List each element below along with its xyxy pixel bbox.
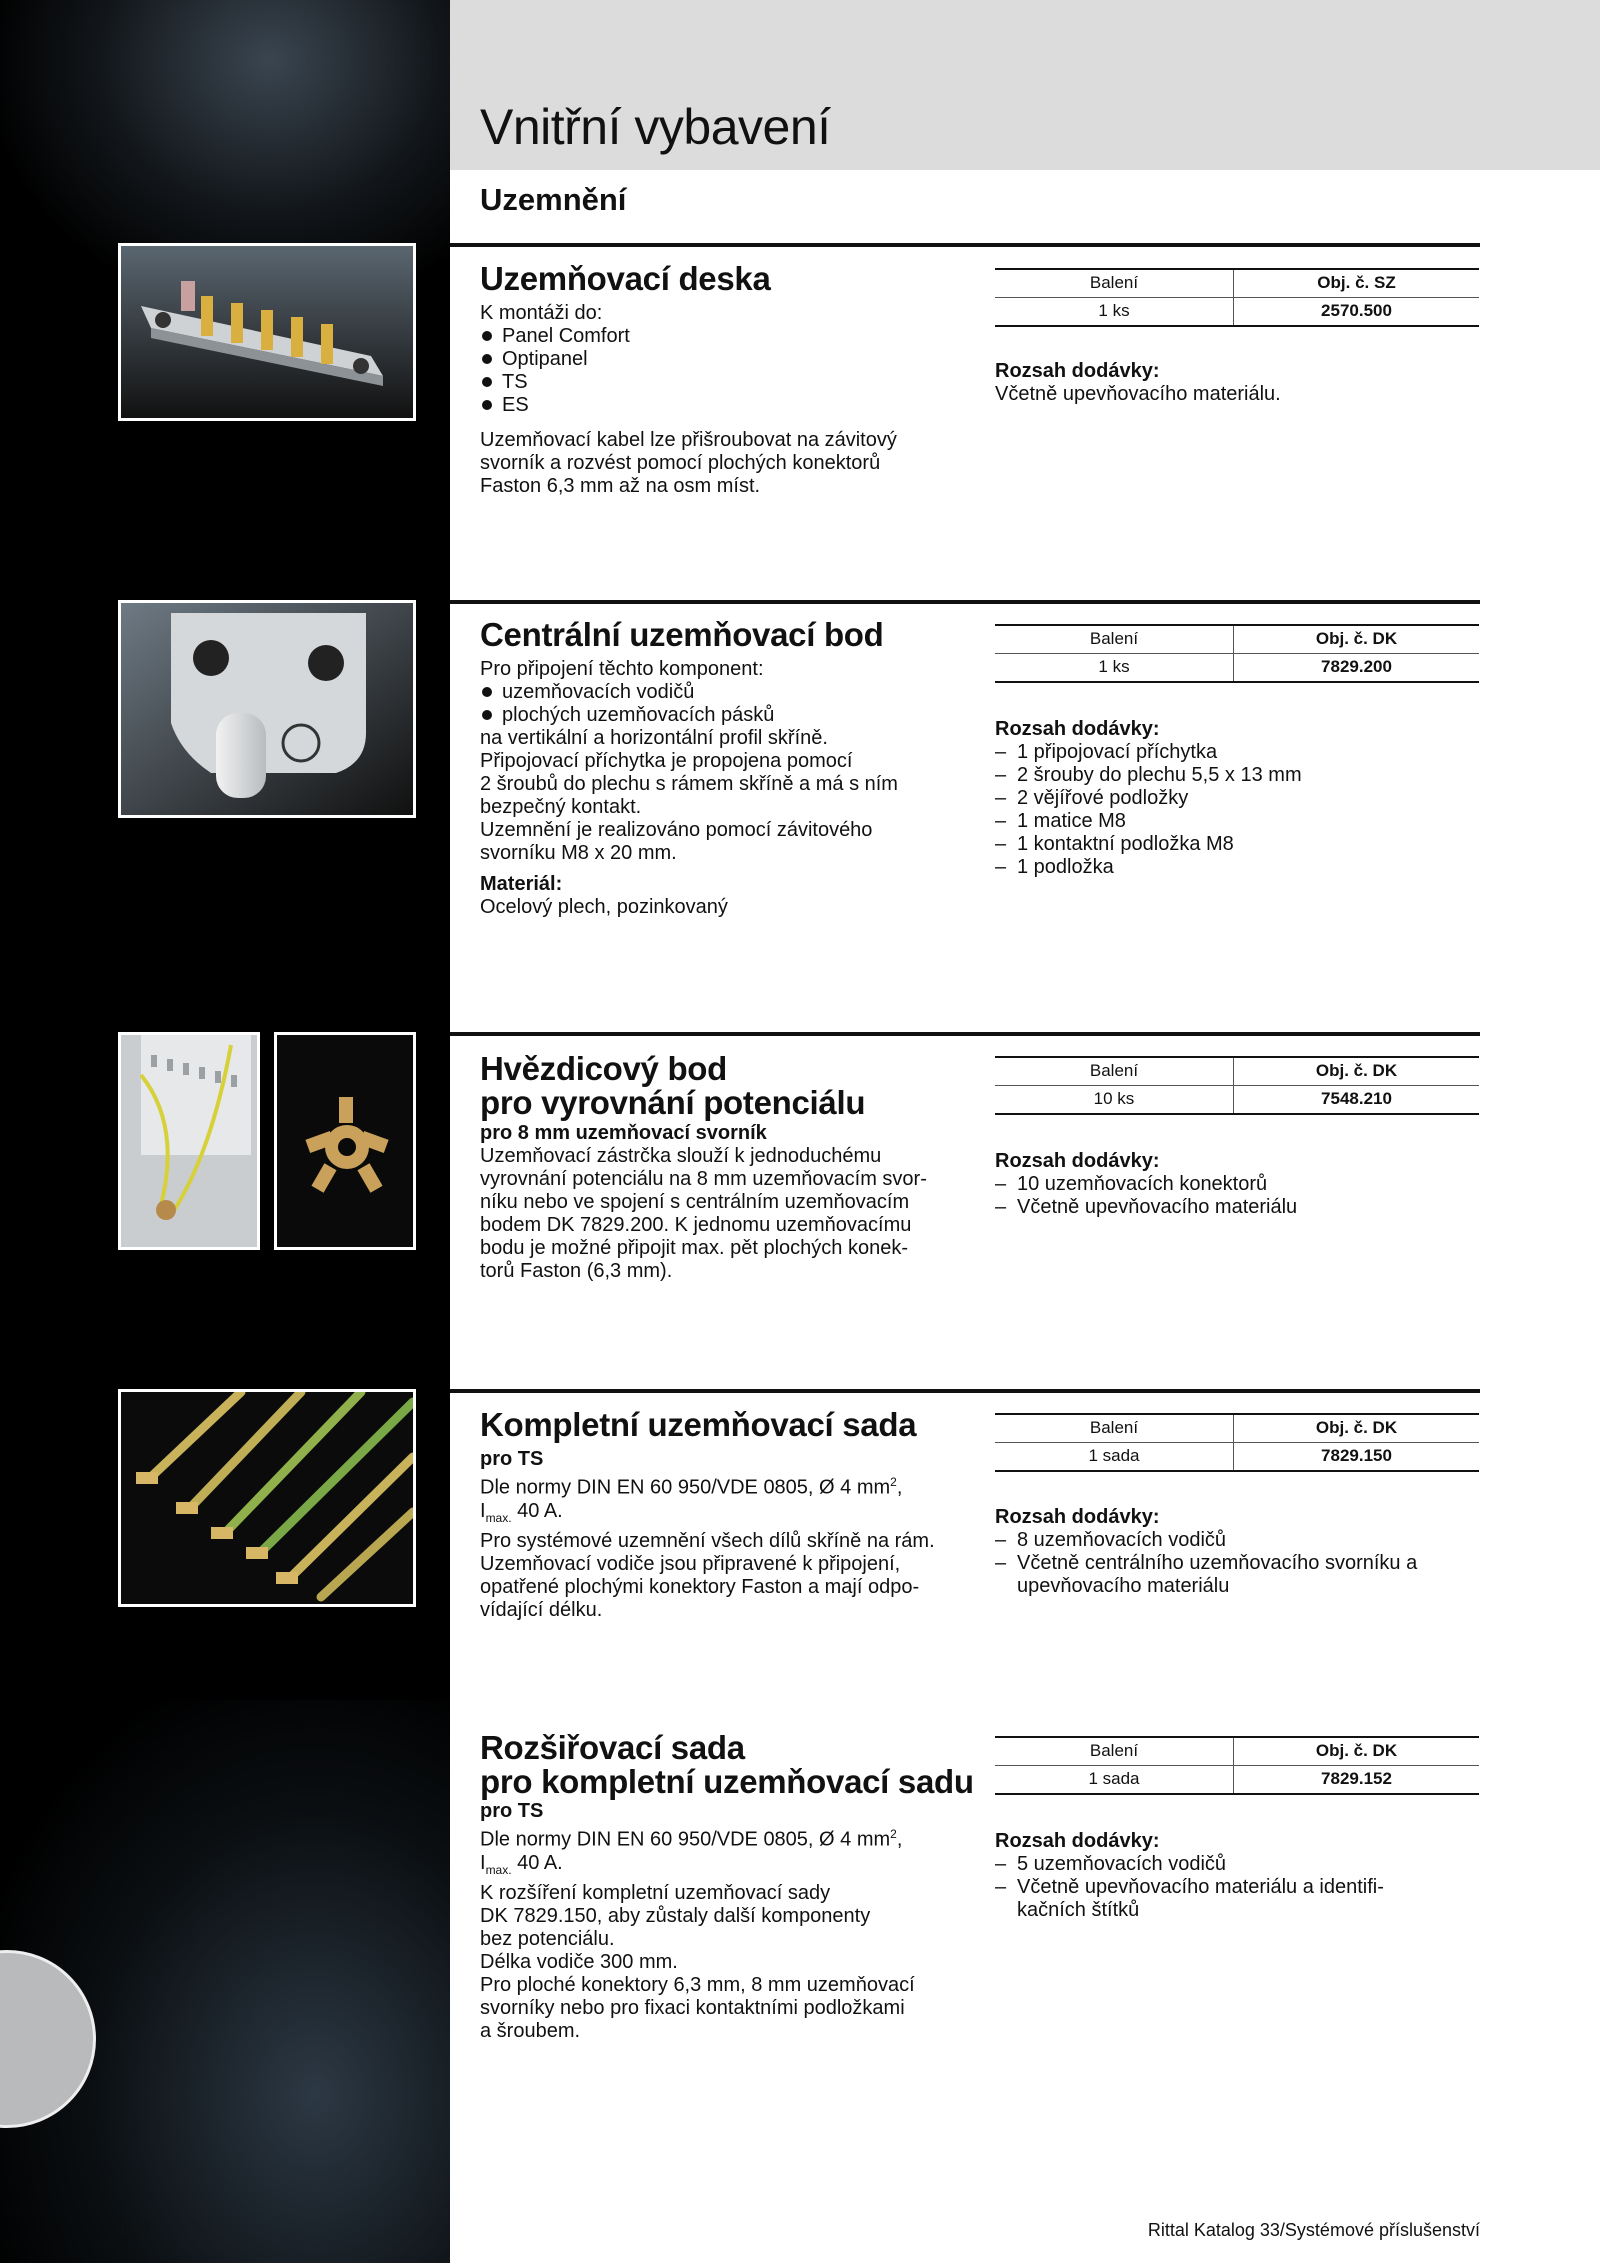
bullet-item: Optipanel: [480, 348, 960, 371]
norm-superscript: 2: [890, 1827, 897, 1841]
delivery-scope-item: Včetně upevňovacího materiálu.: [995, 383, 1281, 405]
grounding-plate-photo: [118, 243, 416, 421]
col-header-order-number: Obj. č. SZ: [1234, 269, 1480, 298]
intro-text: K montáži do:: [480, 302, 603, 324]
product-title-line: Uzemňovací deska: [480, 260, 771, 297]
bullet-item: ES: [480, 394, 960, 417]
norm-superscript: 2: [890, 1475, 897, 1489]
col-header-order-number: Obj. č. DK: [1234, 1414, 1480, 1443]
order-table-star-point: [995, 1056, 1479, 1115]
current-line: [480, 1500, 960, 1530]
current-subscript: max.: [485, 1862, 512, 1877]
packaging-value: 1 ks: [995, 654, 1234, 683]
packaging-value: 1 ks: [995, 298, 1234, 327]
delivery-scope-item: – 1 připojovací příchytka: [995, 741, 1485, 764]
delivery-scope-complete-grounding-set: [995, 1506, 1465, 1598]
current-symbol: I: [480, 1499, 486, 1522]
product-subtitle: pro TS: [480, 1448, 544, 1470]
product-title-line: Hvězdicový bod: [480, 1050, 728, 1087]
delivery-scope-item: – 1 matice M8: [995, 810, 1485, 833]
norm-text: Dle normy DIN EN 60 950/VDE 0805, Ø 4 mm: [480, 1476, 891, 1499]
body-line: Uzemňovací zástrčka slouží k jednoduchému: [480, 1145, 882, 1167]
delivery-scope-item: – 10 uzemňovacích konektorů: [995, 1173, 1485, 1196]
delivery-scope-item: – Včetně upevňovacího materiálu: [995, 1196, 1485, 1219]
norm-comma: ,: [896, 1828, 903, 1851]
body-line: Připojovací příchytka je propojena pomocí: [480, 750, 853, 772]
product-description-extension-set: [480, 1800, 960, 2043]
product-subtitle: pro TS: [480, 1800, 544, 1822]
delivery-scope-label: Rozsah dodávky:: [995, 1150, 1160, 1172]
delivery-scope-item: – 2 vějířové podložky: [995, 787, 1485, 810]
delivery-scope-label: Rozsah dodávky:: [995, 360, 1160, 382]
body-line: svorníku M8 x 20 mm.: [480, 842, 677, 864]
body-line: Uzemňovací kabel lze přišroubovat na závitový: [480, 429, 897, 451]
bullet-item: Panel Comfort: [480, 325, 960, 348]
body-line: svorníky nebo pro fixaci kontaktními podložkami: [480, 1996, 905, 2019]
complete-grounding-set-photo: [118, 1389, 416, 1607]
order-number-value: 2570.500: [1234, 298, 1480, 327]
delivery-scope-grounding-plate: [995, 360, 1485, 406]
body-line: Délka vodiče 300 mm.: [480, 1950, 678, 1973]
body-line: vyrovnání potenciálu na 8 mm uzemňovacím svor-: [480, 1168, 927, 1190]
body-line: Uzemňovací vodiče jsou připravené k připojení,: [480, 1552, 901, 1575]
order-table-extension-set: [995, 1736, 1479, 1795]
body-line: Uzemnění je realizováno pomocí závitového: [480, 819, 873, 841]
current-value: 40 A.: [511, 1851, 563, 1874]
delivery-scope-item: – 2 šrouby do plechu 5,5 x 13 mm: [995, 764, 1485, 787]
section-rule-1: [450, 243, 1480, 247]
norm-comma: ,: [896, 1476, 903, 1499]
col-header-order-number: Obj. č. DK: [1234, 1737, 1480, 1766]
body-line: bezpečný kontakt.: [480, 796, 642, 818]
order-table-grounding-plate: [995, 268, 1479, 327]
body-line: Pro systémové uzemnění všech dílů skříně na rám.: [480, 1529, 935, 1552]
delivery-scope-star-point: [995, 1150, 1485, 1219]
section-rule-4: [450, 1389, 1480, 1393]
catalog-footer: Rittal Katalog 33/Systémové příslušenství: [1147, 2220, 1480, 2240]
delivery-scope-extension-set: [995, 1830, 1445, 1922]
intro-text: Pro připojení těchto komponent:: [480, 658, 764, 680]
packaging-value: 1 sada: [995, 1443, 1234, 1472]
section-rule-3: [450, 1032, 1480, 1036]
central-grounding-point-photo: [118, 600, 416, 818]
product-title-grounding-plate: [480, 262, 771, 296]
current-subscript: max.: [485, 1510, 512, 1525]
col-header-packaging: Balení: [995, 1737, 1234, 1766]
material-value: Ocelový plech, pozinkovaný: [480, 896, 728, 918]
delivery-scope-item: – 1 podložka: [995, 856, 1485, 879]
body-line: vídající délku.: [480, 1598, 603, 1621]
col-header-packaging: Balení: [995, 269, 1234, 298]
page-number: 690: [120, 2220, 151, 2240]
delivery-scope-central-grounding-point: [995, 718, 1485, 879]
delivery-scope-item: – Včetně upevňovacího materiálu a identifi- kačních štítků: [995, 1876, 1445, 1922]
delivery-scope-label: Rozsah dodávky:: [995, 1830, 1160, 1852]
current-line: [480, 1852, 960, 1882]
body-line: na vertikální a horizontální profil skříně.: [480, 727, 828, 749]
body-line: bodu je možné připojit max. pět plochých konek-: [480, 1237, 909, 1259]
col-header-order-number: Obj. č. DK: [1234, 1057, 1480, 1086]
page-title: Vnitřní vybavení: [480, 99, 831, 155]
delivery-scope-label: Rozsah dodávky:: [995, 718, 1160, 740]
body-line: bez potenciálu.: [480, 1927, 615, 1950]
product-title-line: Rozšiřovací sada: [480, 1729, 745, 1766]
order-number-value: 7829.150: [1234, 1443, 1480, 1472]
current-value: 40 A.: [511, 1499, 563, 1522]
product-title-complete-grounding-set: [480, 1408, 916, 1442]
col-header-order-number: Obj. č. DK: [1234, 625, 1480, 654]
packaging-value: 1 sada: [995, 1766, 1234, 1795]
col-header-packaging: Balení: [995, 1414, 1234, 1443]
body-line: bodem DK 7829.200. K jednomu uzemňovacímu: [480, 1214, 912, 1236]
material-label: Materiál:: [480, 873, 563, 895]
section-rule-2: [450, 600, 1480, 604]
order-number-value: 7829.152: [1234, 1766, 1480, 1795]
star-point-photo: [274, 1032, 416, 1250]
product-title-line: pro vyrovnání potenciálu: [480, 1084, 866, 1121]
product-title-line: pro kompletní uzemňovací sadu: [480, 1763, 974, 1800]
star-point-installed-photo: [118, 1032, 260, 1250]
body-line: K rozšíření kompletní uzemňovací sady: [480, 1881, 831, 1904]
bullet-item: TS: [480, 371, 960, 394]
delivery-scope-item: – 1 kontaktní podložka M8: [995, 833, 1485, 856]
delivery-scope-item: – 8 uzemňovacích vodičů: [995, 1529, 1465, 1552]
body-line: svorník a rozvést pomocí plochých konektorů: [480, 452, 881, 474]
product-title-star-point: [480, 1052, 865, 1120]
delivery-scope-item: – Včetně centrálního uzemňovacího svorníku a upevňovacího materiálu: [995, 1552, 1465, 1598]
norm-line: [480, 1471, 960, 1500]
product-title-line: Kompletní uzemňovací sada: [480, 1406, 917, 1443]
current-symbol: I: [480, 1851, 486, 1874]
body-line: DK 7829.150, aby zůstaly další komponenty: [480, 1904, 871, 1927]
bullet-item: uzemňovacích vodičů: [480, 681, 960, 704]
order-number-value: 7829.200: [1234, 654, 1480, 683]
product-subtitle: pro 8 mm uzemňovací svorník: [480, 1122, 767, 1144]
section-title: Uzemnění: [480, 182, 627, 217]
bullet-item: plochých uzemňovacích pásků: [480, 704, 960, 727]
order-number-value: 7548.210: [1234, 1086, 1480, 1115]
body-line: Pro ploché konektory 6,3 mm, 8 mm uzemňovací: [480, 1973, 915, 1996]
product-description-central-grounding-point: [480, 658, 960, 919]
product-title-extension-set: [480, 1731, 974, 1799]
product-description-star-point: [480, 1122, 960, 1283]
body-line: 2 šroubů do plechu s rámem skříně a má s ním: [480, 773, 898, 795]
norm-line: [480, 1823, 960, 1852]
norm-text: Dle normy DIN EN 60 950/VDE 0805, Ø 4 mm: [480, 1828, 891, 1851]
product-description-grounding-plate: [480, 302, 960, 498]
delivery-scope-item: – 5 uzemňovacích vodičů: [995, 1853, 1445, 1876]
delivery-scope-label: Rozsah dodávky:: [995, 1506, 1160, 1528]
body-line: Faston 6,3 mm až na osm míst.: [480, 475, 761, 497]
product-description-complete-grounding-set: [480, 1448, 960, 1622]
body-line: torů Faston (6,3 mm).: [480, 1260, 673, 1282]
order-table-central-grounding-point: [995, 624, 1479, 683]
order-table-complete-grounding-set: [995, 1413, 1479, 1472]
col-header-packaging: Balení: [995, 1057, 1234, 1086]
body-line: opatřené plochými konektory Faston a mají odpo-: [480, 1575, 920, 1598]
body-line: níku nebo ve spojení s centrálním uzemňovacím: [480, 1191, 910, 1213]
body-line: a šroubem.: [480, 2019, 581, 2042]
col-header-packaging: Balení: [995, 625, 1234, 654]
product-title-line: Centrální uzemňovací bod: [480, 616, 884, 653]
packaging-value: 10 ks: [995, 1086, 1234, 1115]
product-title-central-grounding-point: [480, 618, 884, 652]
